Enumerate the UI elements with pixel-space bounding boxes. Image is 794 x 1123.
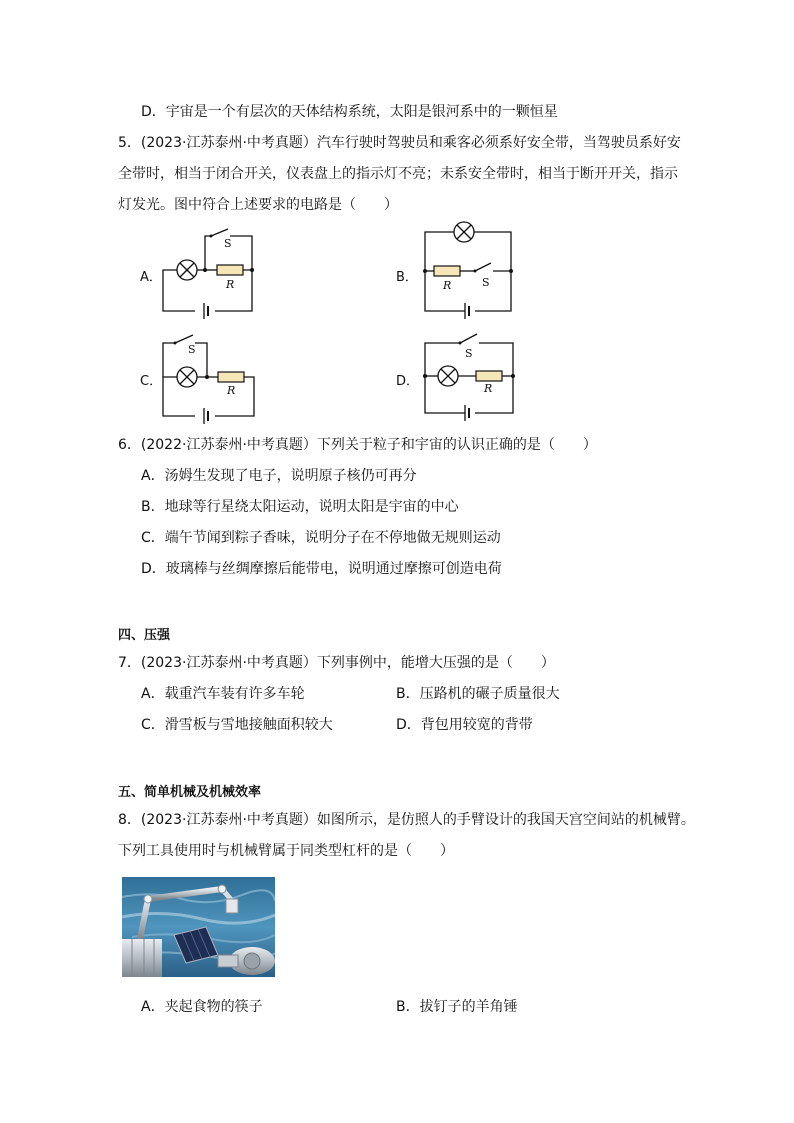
circuit-a-option-label: A． bbox=[140, 270, 162, 285]
q8-stem-line1: 8．(2023·江苏泰州·中考真题）如图所示，是仿照人的手臂设计的我国天宫空间站的机械臂。 bbox=[118, 812, 695, 828]
robotic-arm-photo bbox=[122, 877, 275, 977]
circuit-b-switch-label: S bbox=[482, 276, 490, 289]
circuit-c-resistor-label: R bbox=[227, 384, 236, 397]
circuit-b-resistor-label: R bbox=[443, 279, 452, 292]
q7-option-a: A．载重汽车装有许多车轮 bbox=[141, 686, 305, 702]
circuit-b-option-label: B． bbox=[396, 270, 418, 285]
q6-option-c: C．端午节闻到粽子香味，说明分子在不停地做无规则运动 bbox=[141, 530, 501, 546]
q6-option-d: D．玻璃棒与丝绸摩擦后能带电，说明通过摩擦可创造电荷 bbox=[141, 561, 502, 577]
circuit-a-resistor-label: R bbox=[226, 278, 235, 291]
circuit-c-option-label: C． bbox=[140, 374, 163, 389]
q4-option-d: D．宇宙是一个有层次的天体结构系统，太阳是银河系中的一颗恒星 bbox=[141, 104, 558, 120]
section-5-title: 五、简单机械及机械效率 bbox=[118, 785, 262, 800]
q5-stem-line1: 5．(2023·江苏泰州·中考真题）汽车行驶时驾驶员和乘客必须系好安全带，当驾驶员系好安 bbox=[118, 135, 681, 151]
circuit-c-switch-label: S bbox=[188, 343, 196, 356]
q5-stem-line3: 灯发光。图中符合上述要求的电路是（ ） bbox=[118, 197, 398, 213]
q6-stem: 6．(2022·江苏泰州·中考真题）下列关于粒子和宇宙的认识正确的是（ ） bbox=[118, 437, 597, 453]
q7-option-d: D．背包用较宽的背带 bbox=[396, 717, 533, 733]
circuit-d-option-label: D． bbox=[396, 374, 420, 389]
section-4-title: 四、压强 bbox=[118, 628, 171, 643]
circuit-d-switch-label: S bbox=[465, 347, 473, 360]
q6-option-a: A．汤姆生发现了电子，说明原子核仍可再分 bbox=[141, 468, 417, 484]
q8-option-b: B．拔钉子的羊角锤 bbox=[396, 999, 518, 1015]
circuit-c-diagram bbox=[155, 328, 265, 423]
q5-stem-line2: 全带时，相当于闭合开关，仪表盘上的指示灯不亮；未系安全带时，相当于断开开关，指示 bbox=[118, 166, 678, 182]
q8-stem-line2: 下列工具使用时与机械臂属于同类型杠杆的是（ ） bbox=[118, 843, 454, 859]
circuit-a-switch-label: S bbox=[224, 237, 232, 250]
q7-option-c: C．滑雪板与雪地接触面积较大 bbox=[141, 717, 333, 733]
circuit-b-diagram bbox=[420, 220, 520, 320]
q7-stem: 7．(2023·江苏泰州·中考真题）下列事例中，能增大压强的是（ ） bbox=[118, 655, 555, 671]
circuit-d-diagram bbox=[420, 325, 520, 425]
circuit-a-diagram bbox=[155, 225, 265, 320]
q6-option-b: B．地球等行星绕太阳运动，说明太阳是宇宙的中心 bbox=[141, 499, 459, 515]
q7-option-b: B．压路机的碾子质量很大 bbox=[396, 686, 560, 702]
q8-option-a: A．夹起食物的筷子 bbox=[141, 999, 263, 1015]
circuit-d-resistor-label: R bbox=[484, 382, 493, 395]
